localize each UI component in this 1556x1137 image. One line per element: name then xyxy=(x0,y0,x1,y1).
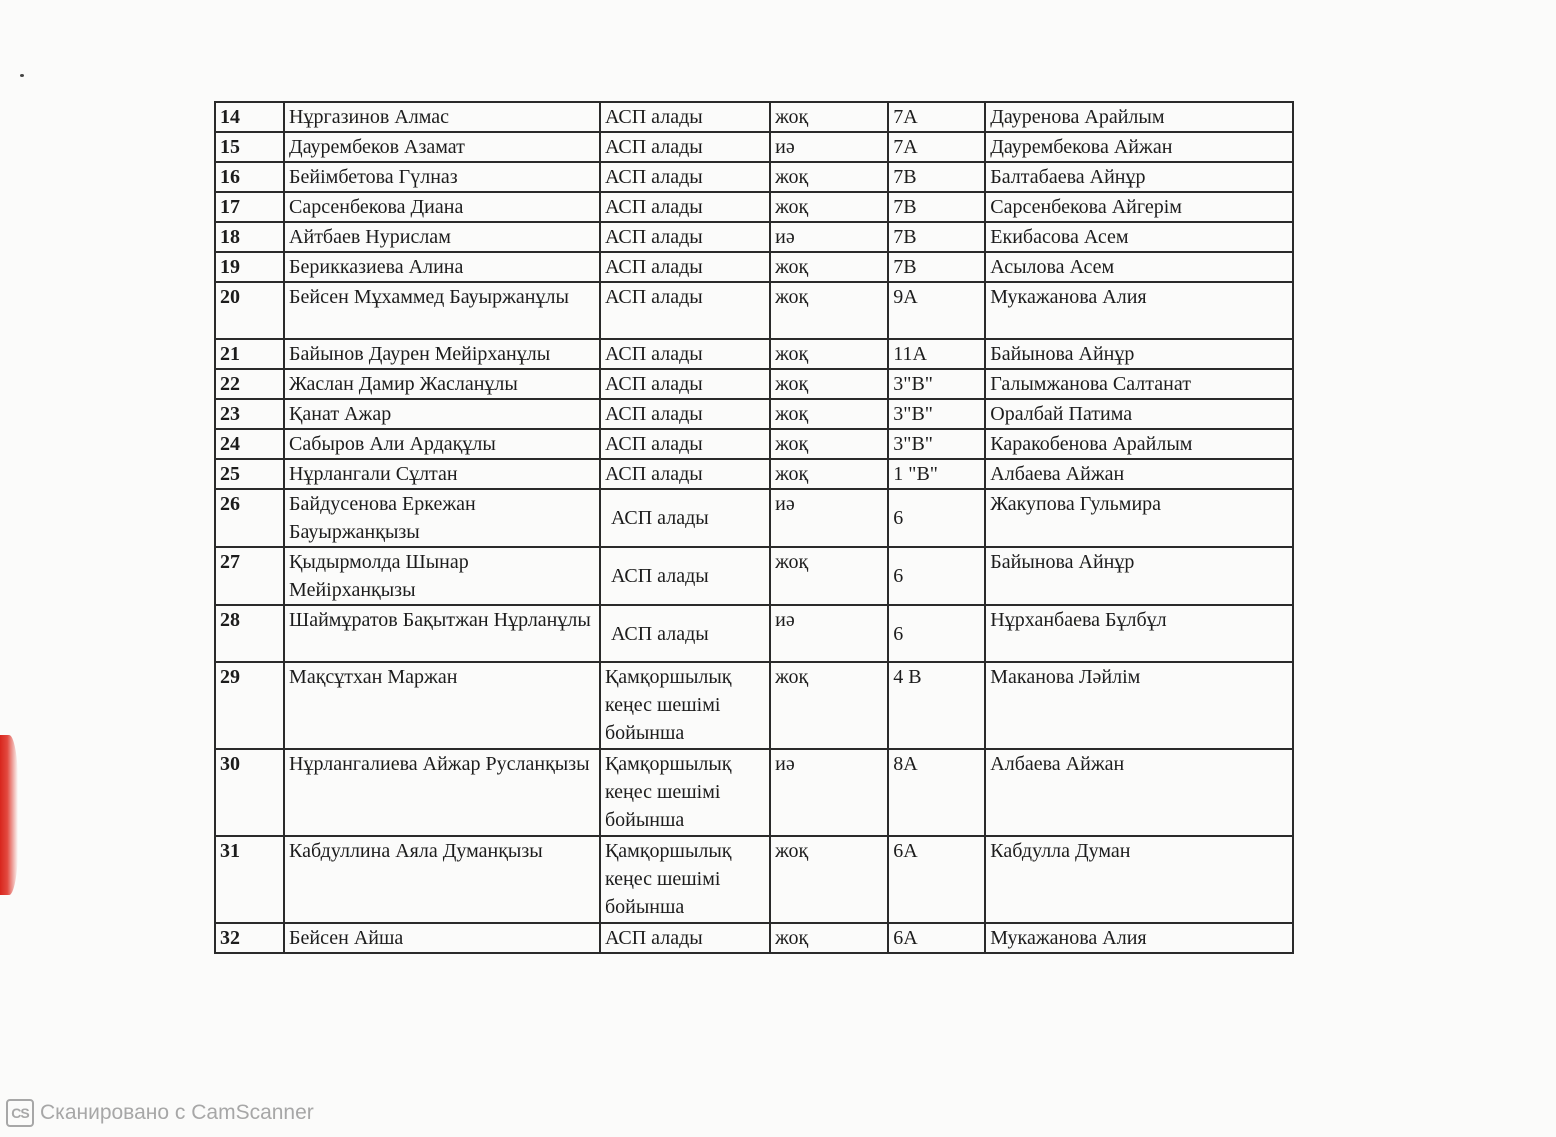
parent-name: Сарсенбекова Айгерім xyxy=(985,192,1293,222)
student-name: Сабыров Али Ардақұлы xyxy=(284,429,600,459)
class-grade: 7В xyxy=(888,192,985,222)
parent-name: Маканова Ләйлім xyxy=(985,662,1293,749)
yes-no-flag: иә xyxy=(770,605,888,662)
class-grade: 7А xyxy=(888,132,985,162)
yes-no-flag: жоқ xyxy=(770,102,888,132)
row-number: 14 xyxy=(215,102,284,132)
yes-no-flag: жоқ xyxy=(770,369,888,399)
table-row xyxy=(215,547,1293,605)
student-name: Бейсен Айша xyxy=(284,923,600,953)
class-grade: 6А xyxy=(888,836,985,923)
row-number: 23 xyxy=(215,399,284,429)
row-number: 30 xyxy=(215,749,284,836)
yes-no-flag: жоқ xyxy=(770,662,888,749)
student-name: Нұрлангали Сұлтан xyxy=(284,459,600,489)
camscanner-logo-icon: CS xyxy=(6,1099,34,1127)
table-row xyxy=(215,605,1293,662)
yes-no-flag: жоқ xyxy=(770,339,888,369)
row-number: 26 xyxy=(215,489,284,547)
table-row xyxy=(215,369,1293,399)
student-name: Қанат Ажар xyxy=(284,399,600,429)
row-number: 29 xyxy=(215,662,284,749)
student-name: Бейсен Мұхаммед Бауыржанұлы xyxy=(284,282,600,339)
yes-no-flag: жоқ xyxy=(770,429,888,459)
table-row xyxy=(215,222,1293,252)
table-row xyxy=(215,339,1293,369)
student-name: Айтбаев Нурислам xyxy=(284,222,600,252)
table-row xyxy=(215,102,1293,132)
records-table xyxy=(214,101,1294,954)
student-name: Кабдуллина Аяла Думанқызы xyxy=(284,836,600,923)
parent-name: Оралбай Патима xyxy=(985,399,1293,429)
aid-status: АСП алады xyxy=(600,429,770,459)
class-grade: 8А xyxy=(888,749,985,836)
class-grade: 6 xyxy=(888,489,985,547)
student-name: Жаслан Дамир Жасланұлы xyxy=(284,369,600,399)
row-number: 16 xyxy=(215,162,284,192)
aid-status: АСП алады xyxy=(600,282,770,339)
aid-status: АСП алады xyxy=(600,605,770,662)
parent-name: Асылова Асем xyxy=(985,252,1293,282)
row-number: 20 xyxy=(215,282,284,339)
table-row xyxy=(215,749,1293,836)
class-grade: 6А xyxy=(888,923,985,953)
table-row xyxy=(215,923,1293,953)
aid-status: Қамқоршылық кеңес шешімі бойынша xyxy=(600,749,770,836)
parent-name: Дауренова Арайлым xyxy=(985,102,1293,132)
aid-status: АСП алады xyxy=(600,547,770,605)
camscanner-watermark xyxy=(6,1099,314,1127)
class-grade: 9А xyxy=(888,282,985,339)
yes-no-flag: иә xyxy=(770,749,888,836)
row-number: 25 xyxy=(215,459,284,489)
student-name: Бейімбетова Гүлназ xyxy=(284,162,600,192)
student-name: Нұргазинов Алмас xyxy=(284,102,600,132)
yes-no-flag: жоқ xyxy=(770,836,888,923)
aid-status: Қамқоршылық кеңес шешімі бойынша xyxy=(600,836,770,923)
class-grade: 6 xyxy=(888,605,985,662)
scan-speck xyxy=(20,74,24,77)
aid-status: АСП алады xyxy=(600,132,770,162)
row-number: 27 xyxy=(215,547,284,605)
parent-name: Каракобенова Арайлым xyxy=(985,429,1293,459)
yes-no-flag: иә xyxy=(770,222,888,252)
aid-status: АСП алады xyxy=(600,162,770,192)
class-grade: 7В xyxy=(888,162,985,192)
row-number: 17 xyxy=(215,192,284,222)
aid-status: АСП алады xyxy=(600,222,770,252)
row-number: 21 xyxy=(215,339,284,369)
table-row xyxy=(215,192,1293,222)
parent-name: Галымжанова Салтанат xyxy=(985,369,1293,399)
class-grade: 3"В" xyxy=(888,369,985,399)
row-number: 28 xyxy=(215,605,284,662)
parent-name: Мукажанова Алия xyxy=(985,282,1293,339)
student-name: Берикказиева Алина xyxy=(284,252,600,282)
class-grade: 6 xyxy=(888,547,985,605)
aid-status: АСП алады xyxy=(600,369,770,399)
yes-no-flag: жоқ xyxy=(770,923,888,953)
table-row xyxy=(215,162,1293,192)
yes-no-flag: жоқ xyxy=(770,399,888,429)
class-grade: 7В xyxy=(888,252,985,282)
parent-name: Жакупова Гульмира xyxy=(985,489,1293,547)
yes-no-flag: жоқ xyxy=(770,282,888,339)
table-row xyxy=(215,252,1293,282)
class-grade: 7В xyxy=(888,222,985,252)
student-name: Даурембеков Азамат xyxy=(284,132,600,162)
student-name: Байынов Даурен Мейірханұлы xyxy=(284,339,600,369)
yes-no-flag: иә xyxy=(770,489,888,547)
aid-status: АСП алады xyxy=(600,252,770,282)
table-row xyxy=(215,489,1293,547)
aid-status: АСП алады xyxy=(600,192,770,222)
parent-name: Кабдулла Думан xyxy=(985,836,1293,923)
parent-name: Албаева Айжан xyxy=(985,749,1293,836)
class-grade: 3"В" xyxy=(888,429,985,459)
parent-name: Екибасова Асем xyxy=(985,222,1293,252)
class-grade: 11А xyxy=(888,339,985,369)
red-edge-artifact xyxy=(0,735,18,895)
aid-status: АСП алады xyxy=(600,102,770,132)
class-grade: 7А xyxy=(888,102,985,132)
student-name: Мақсұтхан Маржан xyxy=(284,662,600,749)
aid-status: АСП алады xyxy=(600,399,770,429)
parent-name: Байынова Айнұр xyxy=(985,339,1293,369)
yes-no-flag: иә xyxy=(770,132,888,162)
watermark-text: Сканировано с CamScanner xyxy=(40,1101,314,1124)
yes-no-flag: жоқ xyxy=(770,547,888,605)
parent-name: Балтабаева Айнұр xyxy=(985,162,1293,192)
student-name: Нұрлангалиева Айжар Русланқызы xyxy=(284,749,600,836)
aid-status: АСП алады xyxy=(600,923,770,953)
parent-name: Байынова Айнұр xyxy=(985,547,1293,605)
row-number: 22 xyxy=(215,369,284,399)
student-name: Байдусенова Еркежан Бауыржанқызы xyxy=(284,489,600,547)
table-row xyxy=(215,399,1293,429)
student-name: Шаймұратов Бақытжан Нұрланұлы xyxy=(284,605,600,662)
row-number: 15 xyxy=(215,132,284,162)
parent-name: Албаева Айжан xyxy=(985,459,1293,489)
student-name: Қыдырмолда Шынар Мейірханқызы xyxy=(284,547,600,605)
yes-no-flag: жоқ xyxy=(770,162,888,192)
class-grade: 4 В xyxy=(888,662,985,749)
aid-status: Қамқоршылық кеңес шешімі бойынша xyxy=(600,662,770,749)
row-number: 24 xyxy=(215,429,284,459)
yes-no-flag: жоқ xyxy=(770,459,888,489)
yes-no-flag: жоқ xyxy=(770,192,888,222)
table-row xyxy=(215,282,1293,339)
table-row xyxy=(215,459,1293,489)
row-number: 32 xyxy=(215,923,284,953)
class-grade: 3"В" xyxy=(888,399,985,429)
class-grade: 1 "В" xyxy=(888,459,985,489)
table-row xyxy=(215,132,1293,162)
parent-name: Мукажанова Алия xyxy=(985,923,1293,953)
table-row xyxy=(215,429,1293,459)
parent-name: Нұрханбаева Бұлбұл xyxy=(985,605,1293,662)
row-number: 31 xyxy=(215,836,284,923)
student-name: Сарсенбекова Диана xyxy=(284,192,600,222)
aid-status: АСП алады xyxy=(600,339,770,369)
row-number: 19 xyxy=(215,252,284,282)
parent-name: Даурембекова Айжан xyxy=(985,132,1293,162)
table-row xyxy=(215,662,1293,749)
table-row xyxy=(215,836,1293,923)
yes-no-flag: жоқ xyxy=(770,252,888,282)
aid-status: АСП алады xyxy=(600,489,770,547)
row-number: 18 xyxy=(215,222,284,252)
aid-status: АСП алады xyxy=(600,459,770,489)
